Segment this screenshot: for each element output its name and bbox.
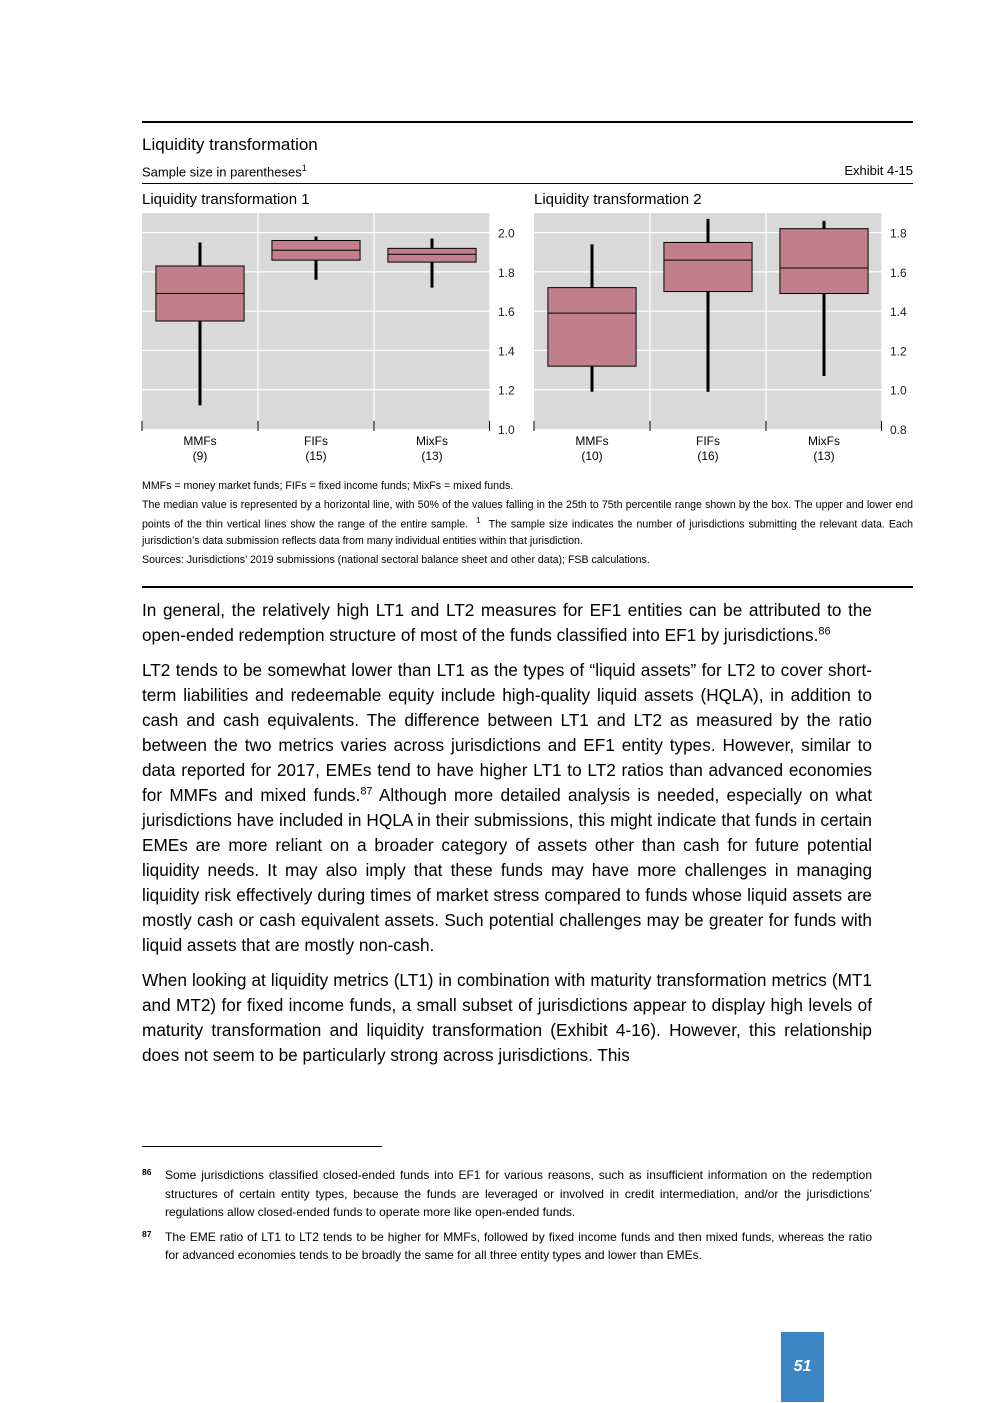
subtitle-footnote-mark: 1 [301, 163, 307, 173]
box-mixfs [388, 248, 476, 262]
footnote-ref-87[interactable]: 87 [360, 785, 373, 798]
paragraph-2b-text: Although more detailed analysis is needed, especially on what jurisdictions have included in HQLA in their submissions, this might indicate that funds in certain EMEs are more reliant on a broader category of assets other than cash for future potential liquidity needs. It may also imply that these funds may have more challenges in managing liquidity risk effectively during times of market stress compared to funds whose liquid assets are mostly cash or cash equivalent assets. Such potential challenges may be greater for funds with liquid assets that are mostly non-cash. [142, 785, 873, 955]
y-tick-label: 1.8 [890, 226, 907, 241]
x-sample-size-label: (10) [581, 449, 603, 463]
x-category-label: FIFs [696, 434, 720, 448]
paragraph-1 [142, 598, 872, 648]
x-sample-size-label: (13) [813, 449, 835, 463]
chart-2-title: Liquidity transformation 2 [534, 191, 702, 208]
x-category-label: MixFs [416, 434, 448, 448]
chart-1-liquidity-transformation-1 [142, 213, 520, 463]
y-tick-label: 1.0 [498, 423, 515, 437]
sources-note: Sources: Jurisdictions’ 2019 submissions (national sectoral balance sheet and other data); FSB calculations. [142, 553, 650, 566]
median-note: The median value is represented by a horizontal line, with 50% of the values falling in the 25th to 75th percentile range shown by the box. The upper and lower end points of the thin vertical lines show the range of the entire sample. [142, 498, 913, 531]
footnote-86 [142, 1166, 872, 1222]
paragraph-1-text: In general, the relatively high LT1 and LT2 measures for EF1 entities can be attributed to the open-ended redemption structure of most of the funds classified into EF1 by jurisdictions. [142, 600, 872, 645]
y-tick-label: 0.8 [890, 423, 907, 437]
y-tick-label: 1.4 [498, 344, 515, 359]
y-tick-label: 1.6 [890, 265, 907, 280]
page-number-box [781, 1332, 824, 1402]
y-tick-label: 1.0 [890, 383, 907, 398]
x-category-label: MixFs [808, 434, 840, 448]
footnote-87 [142, 1228, 872, 1265]
bottom-rule [142, 586, 913, 588]
y-tick-label: 1.2 [498, 383, 515, 398]
footnote-rule [142, 1146, 382, 1147]
exhibit-number: Exhibit 4-15 [844, 163, 913, 178]
top-rule [142, 121, 913, 123]
x-sample-size-label: (16) [697, 449, 719, 463]
subtitle-text: Sample size in parentheses [142, 164, 302, 180]
abbreviation-note: MMFs = money market funds; FIFs = fixed income funds; MixFs = mixed funds. [142, 480, 514, 492]
y-tick-label: 1.2 [890, 344, 907, 359]
note-footnote-mark: 1 [476, 516, 481, 526]
paragraph-3: When looking at liquidity metrics (LT1) in combination with maturity transformation metrics (MT1 and MT2) for fixed income funds, a small subset of jurisdictions appear to display high levels of maturity transformation and liquidity transformation (Exhibit 4-16). However, this relationship does not seem to be particularly strong across jurisdictions. This [142, 970, 872, 1065]
body-text [142, 598, 872, 1078]
y-tick-label: 1.6 [498, 305, 515, 320]
paragraph-2 [142, 658, 872, 958]
exhibit-notes [142, 478, 913, 569]
box-fifs [664, 242, 752, 291]
x-category-label: MMFs [183, 434, 217, 448]
sample-size-note: The sample size indicates the number of jurisdictions submitting the relevant data. Each jurisdiction’s data submission reflects data from many individual entities within that jurisdiction. [142, 518, 914, 548]
y-tick-label: 1.4 [890, 305, 907, 320]
header-rule [142, 183, 913, 184]
footnote-text: The EME ratio of LT1 to LT2 tends to be higher for MMFs, followed by fixed income funds and then mixed funds, whereas the ratio for advanced economies tends to be broadly the same for all three entity types and lower than EMEs. [165, 1229, 872, 1262]
footnote-ref-86[interactable]: 86 [818, 625, 831, 638]
footnotes [142, 1166, 872, 1271]
box-mixfs [780, 229, 868, 294]
exhibit-title: Liquidity transformation [142, 135, 318, 154]
chart-1-title: Liquidity transformation 1 [142, 191, 310, 208]
chart-2-liquidity-transformation-2 [534, 213, 913, 463]
x-sample-size-label: (13) [421, 449, 443, 463]
y-tick-label: 1.8 [498, 265, 515, 280]
x-sample-size-label: (15) [305, 449, 327, 463]
paragraph-2a-text: LT2 tends to be somewhat lower than LT1 as the types of “liquid assets” for LT2 to cover short-term liabilities and redeemable equity include high-quality liquid assets (HQLA), in addition to cash and cash equivalents. The difference between LT1 and LT2 as measured by the ratio between the two metrics varies across jurisdictions and EF1 entity types. However, similar to data reported for 2017, EMEs tend to have higher LT1 to LT2 ratios than advanced economies for MMFs and mixed funds. [142, 660, 872, 805]
exhibit-subtitle [142, 163, 307, 179]
x-sample-size-label: (9) [192, 449, 208, 463]
x-category-label: FIFs [304, 434, 328, 448]
footnote-number: 87 [142, 1228, 152, 1239]
page-number: 51 [793, 1358, 812, 1375]
box-mmfs [548, 288, 636, 367]
footnote-number: 86 [142, 1167, 152, 1177]
x-category-label: MMFs [575, 434, 609, 448]
method-note [142, 497, 913, 550]
footnote-text: Some jurisdictions classified closed-ended funds into EF1 for various reasons, such as insufficient information on the redemption structures of certain entity types, because the funds are leveraged or involved in credit intermediation, and/or the jurisdictions’ regulations allow closed-ended funds to operate more like open-ended funds. [165, 1168, 872, 1219]
y-tick-label: 2.0 [498, 226, 515, 241]
